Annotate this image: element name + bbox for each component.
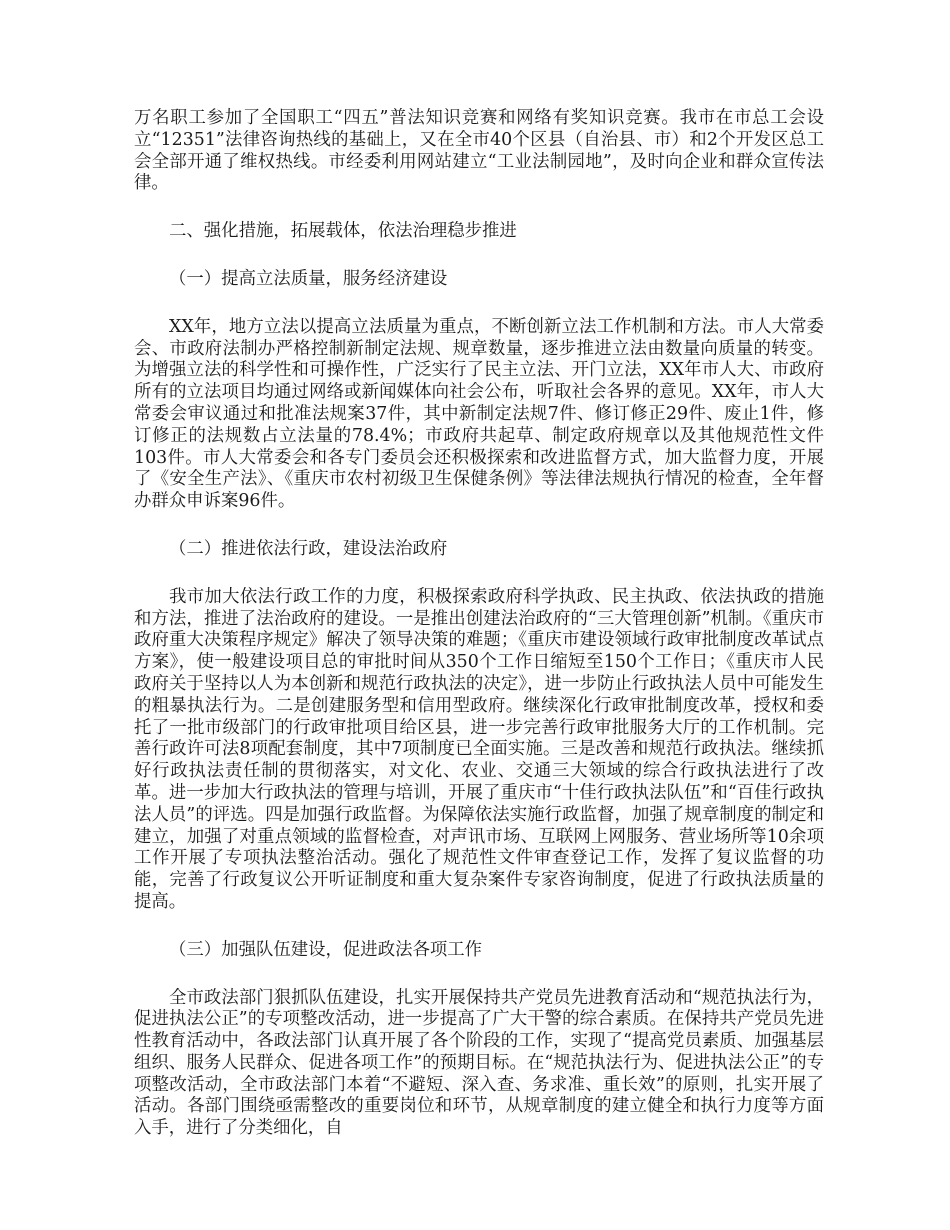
subsection-3-heading: （三）加强队伍建设，促进政法各项工作 [169,939,483,960]
section-heading: 二、强化措施，拓展载体，依法治理稳步推进 [169,221,517,242]
subsection-2-heading: （二）推进依法行政，建设法治政府 [169,538,448,559]
subsection-2-body: 我市加大依法行政工作的力度，积极探索政府科学执政、民主执政、依法执政的措施和方法，推进了法治政府的建设。一是推出创建法治政府的“三大管理创新”机制。《重庆市政府重大决策程序规定》解决了领导决策的难题；《重庆市建设领域行政审批制度改革试点方案》，使一般建设项目总的审批时间从350个工作日缩短至150个工作日；《重庆市人民政府关于坚持以人为本创新和规范行政执法的决定》，进一步防止行政执法人员中可能发生的粗暴执法行为。二是创建服务型和信用型政府。继续深化行政审批制度改革，授权和委托了一批市级部门的行政审批项目给区县，进一步完善行政审批服务大厅的工作机制。完善行政许可法8项配套制度，其中7项制度已全面实施。三是改善和规范行政执法。继续抓好行政执法责任制的贯彻落实，对文化、农业、交通三大领域的综合行政执法进行了改革。进一步加大行政执法的管理与培训，开展了重庆市“十佳行政执法队伍”和“百佳行政执法人员”的评选。四是加强行政监督。为保障依法实施行政监督，加强了规章制度的制定和建立，加强了对重点领域的监督检查，对声讯市场、互联网上网服务、营业场所等10余项工作开展了专项执法整治活动。强化了规范性文件审查登记工作，发挥了复议监督的功能，完善了行政复议公开听证制度和重大复杂案件专家咨询制度，促进了行政执法质量的提高。 [134,586,824,912]
intro-paragraph: 万名职工参加了全国职工“四五”普法知识竞赛和网络有奖知识竞赛。我市在市总工会设立“12351”法律咨询热线的基础上，又在全市40个区县（自治县、市）和2个开发区总工会全部开通了维权热线。市经委利用网站建立“工业法制园地”，及时向企业和群众宣传法律。 [134,108,824,194]
subsection-1-body: XX年，地方立法以提高立法质量为重点，不断创新立法工作机制和方法。市人大常委会、市政府法制办严格控制新制定法规、规章数量，逐步推进立法由数量向质量的转变。为增强立法的科学性和可操作性，广泛实行了民主立法、开门立法，XX年市人大、市政府所有的立法项目均通过网络或新闻媒体向社会公布，听取社会各界的意见。XX年，市人大常委会审议通过和批准法规案37件，其中新制定法规7件、修订修正29件、废止1件，修订修正的法规数占立法量的78.4%；市政府共起草、制定政府规章以及其他规范性文件103件。市人大常委会和各专门委员会还积极探索和改进监督方式，加大监督力度，开展了《安全生产法》、《重庆市农村初级卫生保健条例》等法律法规执行情况的检查，全年督办群众申诉案96件。 [134,316,824,512]
subsection-3-body: 全市政法部门狠抓队伍建设，扎实开展保持共产党员先进教育活动和“规范执法行为，促进执法公正”的专项整改活动，进一步提高了广大干警的综合素质。在保持共产党员先进性教育活动中，各政法部门认真开展了各个阶段的工作，实现了“提高党员素质、加强基层组织、服务人民群众、促进各项工作”的预期目标。在“规范执法行为、促进执法公正”的专项整改活动，全市政法部门本着“不避短、深入查、务求准、重长效”的原则，扎实开展了活动。各部门围绕亟需整改的重要岗位和环节，从规章制度的建立健全和执行力度等方面入手，进行了分类细化，自 [134,987,824,1139]
document-body [134,108,824,1140]
subsection-1-heading: （一）提高立法质量，服务经济建设 [169,268,448,289]
